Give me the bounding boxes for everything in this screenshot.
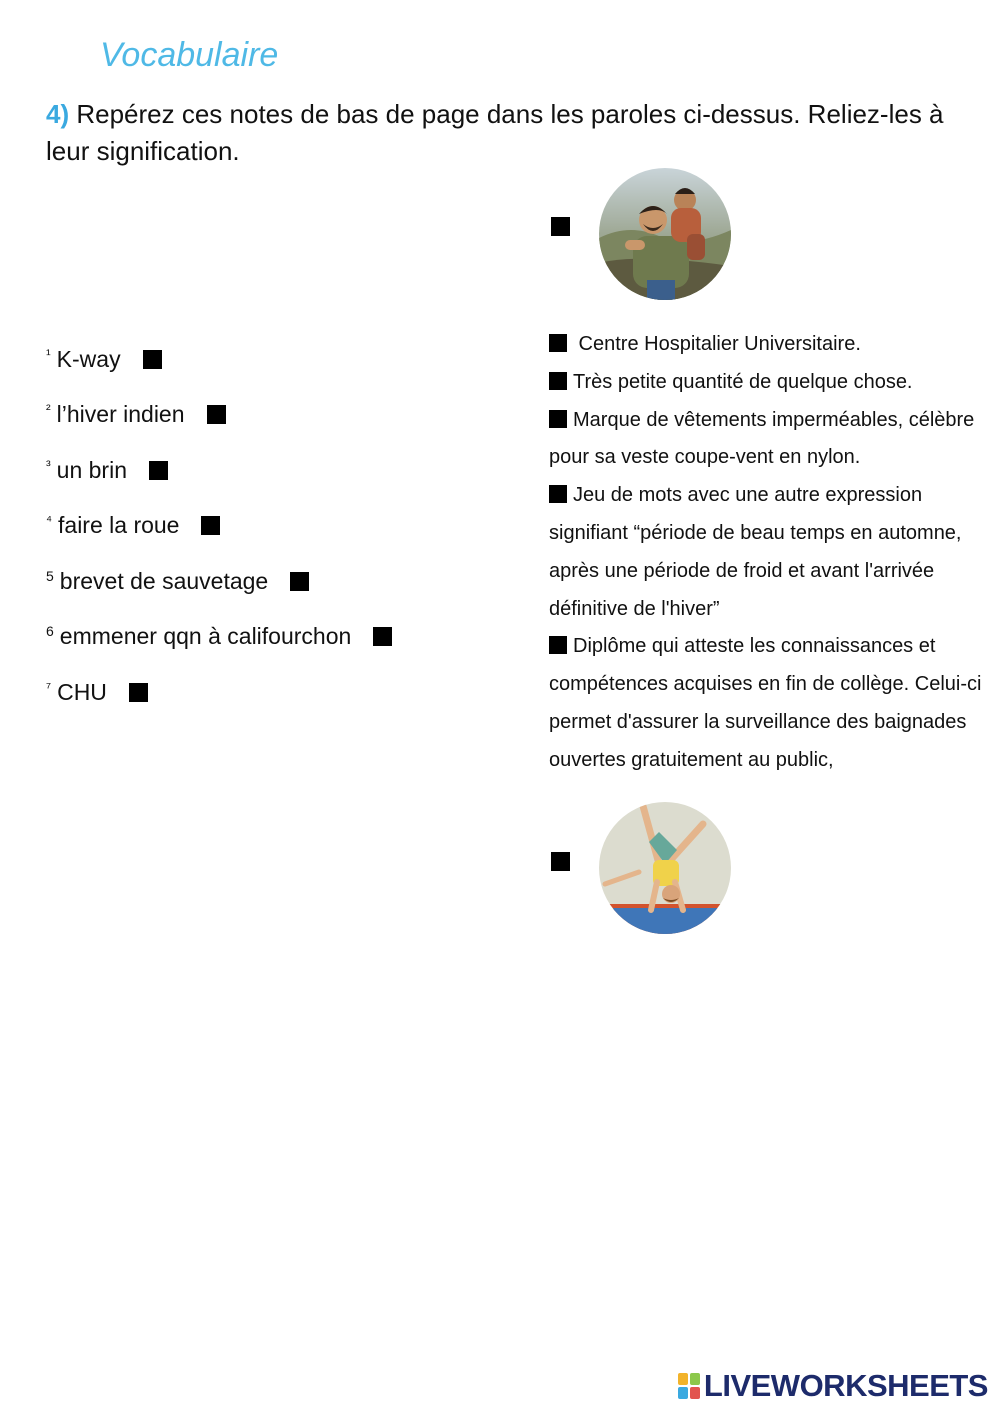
match-dot[interactable] [549,334,567,352]
definition-text: Diplôme qui atteste les connaissances et compétences acquises en fin de collège. Celui-ci permet d'assurer la surveillance des baignades ouvertes gratuitement au public, [549,635,982,771]
term-number: ² [46,400,51,417]
section-title: Vocabulaire [100,36,279,74]
term-item [46,623,392,650]
definition-item [549,364,989,402]
match-dot[interactable] [373,627,392,646]
term-number: ⁷ [46,678,52,695]
definition-text: Centre Hospitalier Universitaire. [573,333,861,355]
definition-text: Très petite quantité de quelque chose. [573,370,913,393]
match-dot[interactable] [201,516,220,535]
image-option-piggyback [551,217,570,236]
cartwheel-illustration [599,802,731,934]
match-dot[interactable] [129,683,148,702]
term-item [46,568,309,595]
definition-text: Jeu de mots avec une autre expression signifiant “période de beau temps en automne, après une période de froid et avant l'arrivée définitive de l'hiver” [549,484,962,620]
match-dot[interactable] [549,636,567,654]
term-item [46,346,162,373]
term-number: 5 [46,567,54,584]
match-dot[interactable] [290,572,309,591]
match-dot[interactable] [549,410,567,428]
piggyback-photo [599,168,731,300]
term-number: ¹ [46,345,51,362]
match-dot[interactable] [549,485,567,503]
liveworksheets-logo [678,1368,988,1404]
term-number: ⁴ [46,511,53,528]
match-dot[interactable] [551,852,570,871]
exercise-number: 4) [46,99,70,129]
definition-item [549,628,989,779]
term-label: K-way [56,346,121,372]
term-item [46,457,168,484]
definition-item [549,326,989,364]
match-dot[interactable] [551,217,570,236]
term-item [46,512,220,539]
match-dot[interactable] [549,372,567,390]
definitions-list [549,326,989,780]
match-dot[interactable] [143,350,162,369]
term-label: CHU [57,679,107,705]
term-label: l’hiver indien [56,401,185,427]
instruction-text: Repérez ces notes de bas de page dans les paroles ci-dessus. Reliez-les à leur signification. [46,99,944,166]
brand-name: LIVEWORKSHEETS [703,1368,988,1403]
term-label: faire la roue [58,512,180,538]
exercise-instruction [46,96,946,170]
match-dot[interactable] [207,405,226,424]
definition-item [549,402,989,478]
definition-text: Marque de vêtements imperméables, célèbre pour sa veste coupe-vent en nylon. [549,408,975,469]
logo-grid-icon [678,1373,700,1399]
term-label: emmener qqn à califourchon [59,623,352,649]
term-number: 6 [46,622,54,639]
term-item [46,679,148,706]
term-label: un brin [56,457,127,483]
image-option-cartwheel [551,852,570,871]
term-item [46,401,226,428]
match-dot[interactable] [149,461,168,480]
term-number: ³ [46,456,51,473]
term-label: brevet de sauvetage [59,568,269,594]
definition-item [549,477,989,628]
